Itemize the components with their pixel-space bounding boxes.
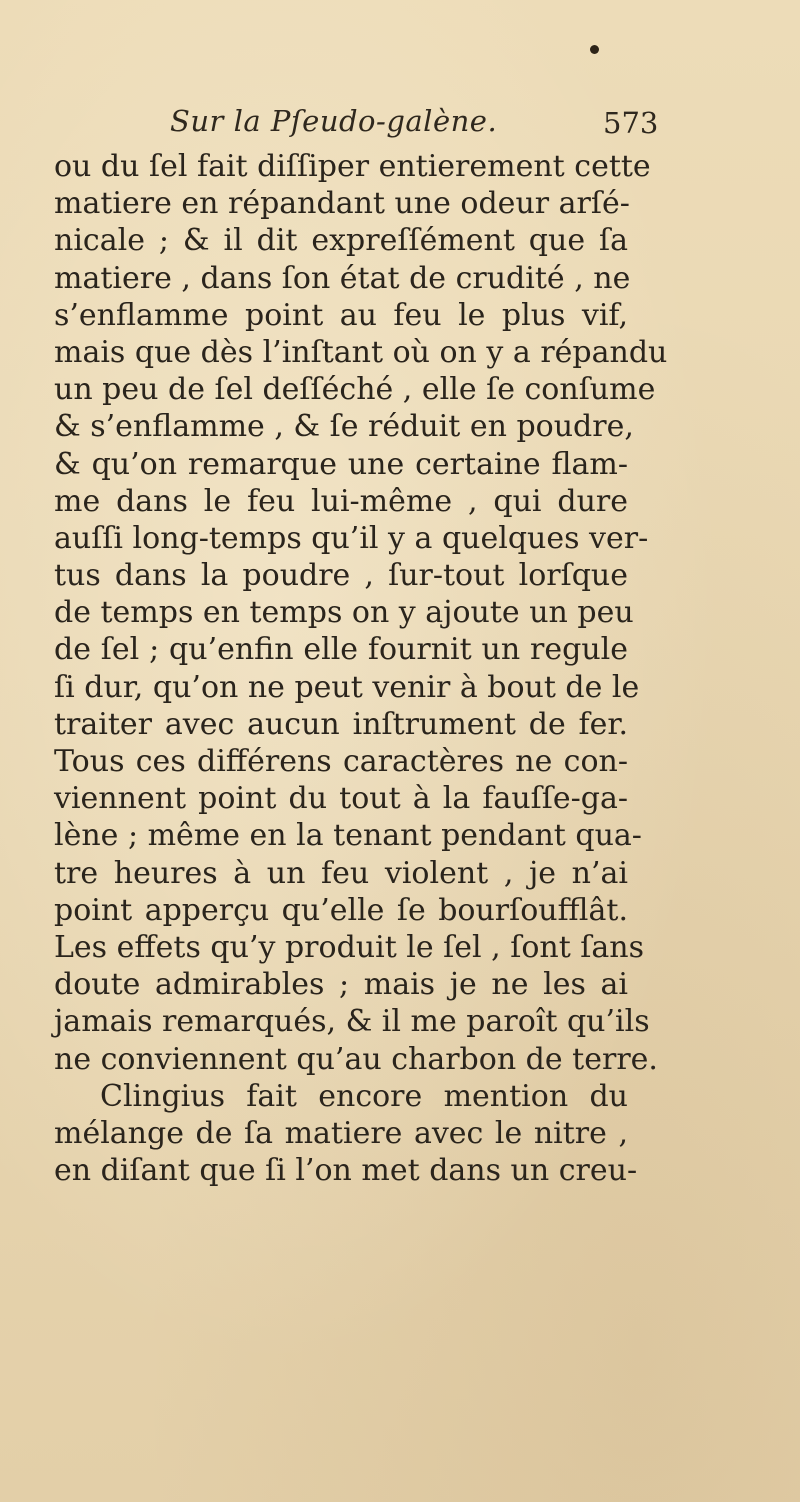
- text-line: & qu’on remarque une certaine flam-: [54, 446, 628, 482]
- text-line: mais que dès l’inſtant où on y a répandu: [54, 334, 668, 370]
- text-line: un peu de ſel deſſéché , elle ſe conſume: [54, 372, 656, 408]
- text-line: auſſi long-temps qu’il y a quelques ver-: [54, 520, 649, 556]
- text-line: point apperçu qu’elle ſe bourſoufflât.: [54, 892, 628, 928]
- text-line: tus dans la poudre , ſur-tout lorſque: [54, 558, 628, 594]
- text-line: ou du ſel fait diſſiper entierement cette: [54, 149, 651, 184]
- text-line: mélange de ſa matiere avec le nitre ,: [54, 1115, 628, 1151]
- text-line: en diſant que ſi l’on met dans un creu-: [54, 1153, 638, 1189]
- text-line: Les effets qu’y produit le ſel , ſont ſans: [54, 929, 645, 965]
- text-line: Tous ces différens caractères ne con-: [54, 744, 628, 779]
- text-line: ſi dur, qu’on ne peut venir à bout de le: [54, 669, 640, 705]
- body-text: [54, 148, 668, 1189]
- text-line: de temps en temps on y ajoute un peu: [54, 595, 634, 631]
- text-line: ne conviennent qu’au charbon de terre.: [54, 1041, 658, 1077]
- text-line: & s’enflamme , & ſe réduit en poudre,: [54, 409, 634, 445]
- text-line: viennent point du tout à la fauſſe-ga-: [54, 781, 628, 817]
- text-line: traiter avec aucun inſtrument de fer.: [54, 706, 628, 742]
- text-line: jamais remarqués, & il me paroît qu’ils: [54, 1004, 650, 1040]
- text-line: doute admirables ; mais je ne les ai: [54, 967, 628, 1003]
- text-line: matiere , dans ſon état de crudité , ne: [54, 260, 631, 296]
- text-line: de ſel ; qu’enfin elle fournit un regule: [54, 632, 628, 668]
- page-number: 573: [603, 106, 659, 140]
- text-line: tre heures à un feu violent , je n’ai: [54, 855, 628, 891]
- text-line-paragraph-start: Clingius fait encore mention du: [100, 1078, 628, 1114]
- running-title: Sur la Pſeudo-galène.: [170, 104, 498, 138]
- text-line: lène ; même en la tenant pendant qua-: [54, 818, 642, 854]
- text-line: s’enflamme point au feu le plus vif,: [54, 297, 628, 333]
- text-line: nicale ; & il dit expreſſément que ſa: [54, 223, 628, 259]
- text-line: me dans le feu lui-même , qui dure: [54, 483, 628, 519]
- text-line: matiere en répandant une odeur arſé-: [54, 186, 630, 222]
- ink-spot: [590, 45, 599, 54]
